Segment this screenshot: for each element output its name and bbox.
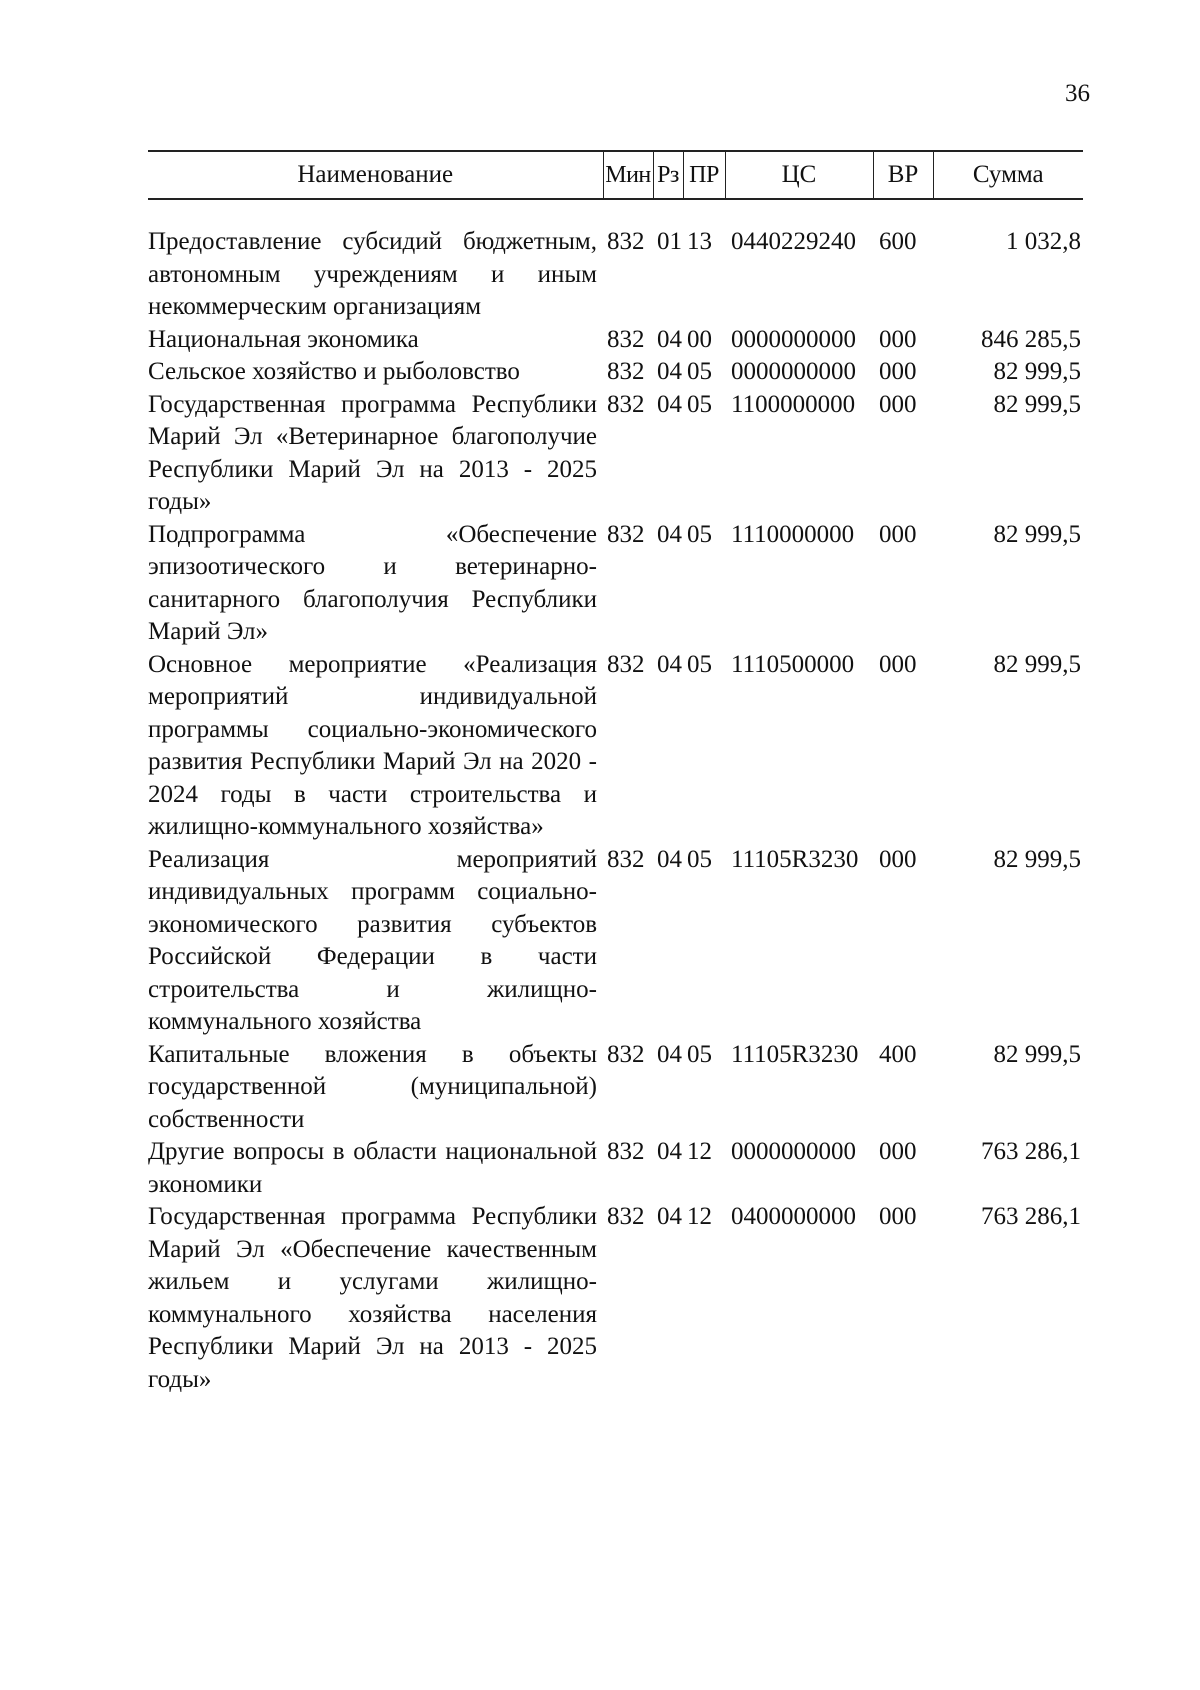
- row-rz: 04: [657, 650, 682, 678]
- row-vr: 000: [879, 358, 917, 385]
- row-pr: 05: [687, 390, 712, 418]
- row-vr: 000: [879, 1138, 917, 1165]
- row-pr: 13: [687, 228, 712, 255]
- table-row: [148, 844, 1083, 1039]
- row-name: Государственная программа Республики Марий Эл «Ветеринарное благополучие Республики Марий Эл на 2013 - 2025 годы»: [148, 390, 597, 515]
- row-pr: 05: [687, 845, 712, 873]
- row-rz: 04: [657, 520, 682, 548]
- row-min: 832: [607, 1203, 645, 1230]
- row-rz: 04: [657, 1040, 682, 1068]
- row-sum: 82 999,5: [993, 358, 1081, 385]
- row-vr: 000: [879, 325, 917, 353]
- row-vr: 000: [879, 845, 917, 873]
- row-min: 832: [607, 228, 645, 255]
- page-number: 36: [1065, 80, 1090, 107]
- row-rz: 01: [657, 228, 682, 255]
- header-spacer: [148, 199, 1083, 226]
- row-name: Реализация мероприятий индивидуальных программ социально-экономического развития субъектов Российской Федерации в части строительства и жилищно-коммунального хозяйства: [148, 845, 597, 1035]
- table-row: [148, 519, 1083, 649]
- row-pr: 05: [687, 650, 712, 678]
- header-cs: ЦС: [725, 151, 873, 199]
- row-cs: 0000000000: [731, 325, 856, 353]
- row-sum: 1 032,8: [1006, 228, 1081, 255]
- row-rz: 04: [657, 845, 682, 873]
- row-sum: 846 285,5: [981, 325, 1081, 353]
- row-name: Государственная программа Республики Марий Эл «Обеспечение качественным жильем и услугами жилищно-коммунального хозяйства населения Республики Марий Эл на 2013 - 2025 годы»: [148, 1203, 597, 1393]
- row-rz: 04: [657, 1203, 682, 1230]
- table-row: [148, 389, 1083, 519]
- table-row: [148, 356, 1083, 389]
- row-rz: 04: [657, 1138, 682, 1165]
- row-min: 832: [607, 1138, 645, 1165]
- row-min: 832: [607, 520, 645, 548]
- row-vr: 000: [879, 1203, 917, 1230]
- row-min: 832: [607, 1040, 645, 1068]
- row-min: 832: [607, 325, 645, 353]
- header-sum: Сумма: [933, 151, 1083, 199]
- header-name: Наименование: [148, 151, 603, 199]
- table-row: [148, 226, 1083, 324]
- table-row: [148, 1039, 1083, 1137]
- row-sum: 82 999,5: [993, 390, 1081, 418]
- row-min: 832: [607, 358, 645, 385]
- row-sum: 82 999,5: [993, 845, 1081, 873]
- row-vr: 000: [879, 520, 917, 548]
- table-row: [148, 1136, 1083, 1201]
- row-rz: 04: [657, 390, 682, 418]
- row-cs: 0440229240: [731, 228, 856, 255]
- row-name: Подпрограмма «Обеспечение эпизоотического и ветеринарно-санитарного благополучия Республики Марий Эл»: [148, 520, 597, 645]
- row-cs: 1110000000: [731, 520, 855, 548]
- row-cs: 11105R3230: [731, 845, 859, 873]
- row-cs: 11105R3230: [731, 1040, 859, 1068]
- row-cs: 0000000000: [731, 1138, 856, 1165]
- table-row: [148, 1201, 1083, 1396]
- header-rz: Рз: [653, 151, 683, 199]
- row-name: Основное мероприятие «Реализация мероприятий индивидуальной программы социально-экономического развития Республики Марий Эл на 2020 - 2024 годы в части строительства и жилищно-коммунального хозяйства»: [148, 650, 597, 840]
- row-vr: 600: [879, 228, 917, 255]
- header-pr: ПР: [683, 151, 725, 199]
- budget-table-container: [148, 150, 1083, 1396]
- table-row: [148, 324, 1083, 357]
- row-cs: 1110500000: [731, 650, 855, 678]
- row-pr: 05: [687, 1040, 712, 1068]
- row-pr: 12: [687, 1203, 712, 1230]
- row-name: Предоставление субсидий бюджетным, автономным учреждениям и иным некоммерческим организациям: [148, 228, 597, 320]
- budget-table: [148, 150, 1083, 1396]
- row-pr: 05: [687, 358, 712, 385]
- row-sum: 763 286,1: [981, 1138, 1081, 1165]
- table-row: [148, 649, 1083, 844]
- row-pr: 05: [687, 520, 712, 548]
- row-vr: 000: [879, 390, 917, 418]
- row-min: 832: [607, 650, 645, 678]
- row-rz: 04: [657, 325, 682, 353]
- row-min: 832: [607, 390, 645, 418]
- row-min: 832: [607, 845, 645, 873]
- row-vr: 400: [879, 1040, 917, 1068]
- row-rz: 04: [657, 358, 682, 385]
- row-sum: 763 286,1: [981, 1203, 1081, 1230]
- header-vr: ВР: [873, 151, 933, 199]
- row-name: Сельское хозяйство и рыболовство: [148, 358, 520, 385]
- row-cs: 1100000000: [731, 390, 856, 418]
- row-cs: 0000000000: [731, 358, 856, 385]
- row-name: Капитальные вложения в объекты государственной (муниципальной) собственности: [148, 1040, 597, 1133]
- row-pr: 12: [687, 1138, 712, 1165]
- header-min: Мин: [603, 151, 653, 199]
- row-sum: 82 999,5: [993, 1040, 1081, 1068]
- row-cs: 0400000000: [731, 1203, 856, 1230]
- row-sum: 82 999,5: [993, 650, 1081, 678]
- row-vr: 000: [879, 650, 917, 678]
- table-header-row: [148, 151, 1083, 199]
- row-sum: 82 999,5: [993, 520, 1081, 548]
- row-name: Национальная экономика: [148, 325, 419, 353]
- row-pr: 00: [687, 325, 712, 353]
- row-name: Другие вопросы в области национальной экономики: [148, 1138, 597, 1198]
